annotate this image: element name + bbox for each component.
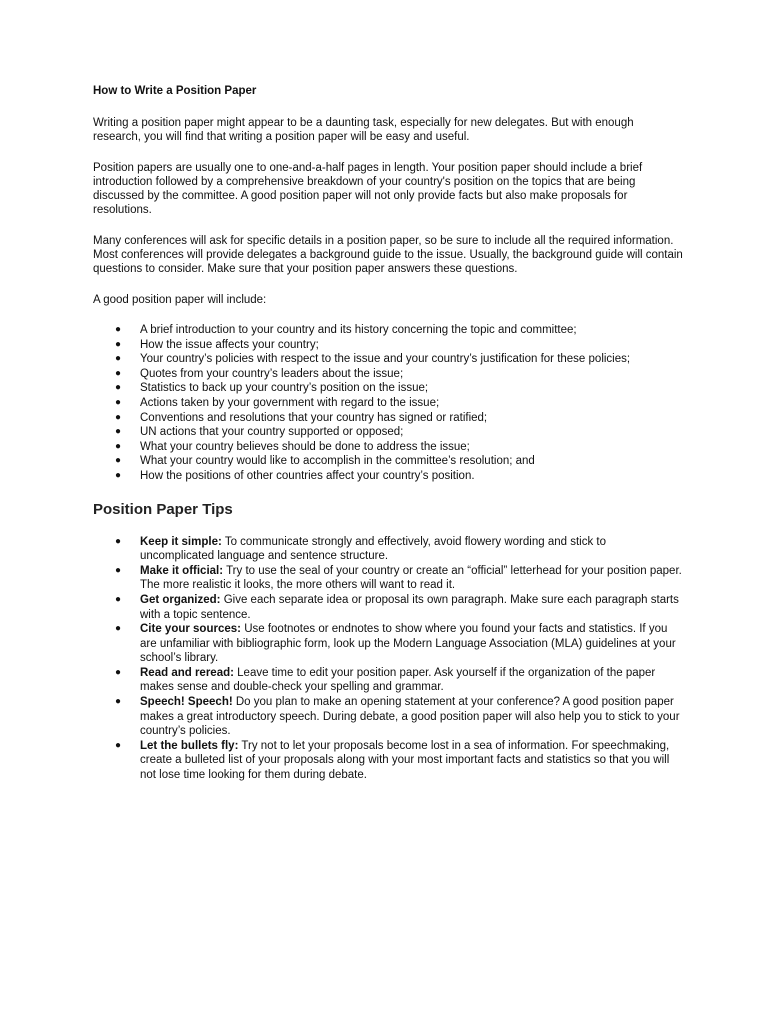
bullet-icon: ● (115, 564, 122, 576)
document-title: How to Write a Position Paper (93, 85, 257, 97)
list-item: ● Conventions and resolutions that your country has signed or ratified; (115, 411, 488, 424)
tip-text: Use footnotes or endnotes to show where you found your facts and statistics. If you are unfamiliar with bibliographic form, look up the Modern Language Association (MLA) guidelines at your school’s library. (140, 623, 676, 665)
bullet-icon: ● (115, 593, 122, 605)
tip-text: To communicate strongly and effectively, avoid flowery wording and stick to uncomplicated language and sentence structure. (140, 535, 606, 563)
tip-label: Read and reread: (140, 666, 234, 679)
bullet-icon: ● (115, 353, 122, 365)
bullet-icon: ● (115, 696, 122, 708)
tip-text: Give each separate idea or proposal its own paragraph. Make sure each paragraph starts with a topic sentence. (140, 593, 679, 621)
tip-item (93, 666, 683, 695)
tip-item (93, 593, 683, 622)
list-item: ● Quotes from your country’s leaders about the issue; (115, 367, 404, 380)
bullet-icon: ● (115, 426, 122, 438)
list-item: ● Your country’s policies with respect to the issue and your country’s justification for these policies; (115, 353, 631, 366)
bullet-icon: ● (115, 535, 122, 547)
tip-text: Try not to let your proposals become lost in a sea of information. For speechmaking, create a bulleted list of your proposals along with your most important facts and statistics so that you will not lose time looking for them during debate. (140, 739, 670, 782)
include-intro: A good position paper will include: (93, 294, 267, 306)
include-list (93, 323, 683, 484)
list-item: ● Actions taken by your government with regard to the issue; (115, 396, 440, 409)
paragraph-conferences: Many conferences will ask for specific details in a position paper, so be sure to include all the required information. Most conferences will provide delegates a background guide to the issue. Usually, the background guide will contain questions to consider. Make sure that your position paper answers these questions. (93, 235, 683, 275)
list-item: ● A brief introduction to your country and its history concerning the topic and committee; (115, 324, 577, 336)
list-item: ● Statistics to back up your country’s position on the issue; (115, 382, 429, 395)
tip-label: Get organized: (140, 593, 221, 606)
bullet-icon: ● (115, 338, 122, 350)
bullet-icon: ● (115, 739, 122, 751)
bullet-icon: ● (115, 455, 122, 467)
paragraph-length: Position papers are usually one to one-and-a-half pages in length. Your position paper should include a brief introduction followed by a comprehensive breakdown of your country's position on the topics that are being discussed by the committee. A good position paper will not only provide facts but also make proposals for resolutions. (93, 162, 643, 216)
tip-text: Leave time to edit your position paper. Ask yourself if the organization of the paper makes sense and double-check your spelling and grammar. (140, 666, 656, 694)
tips-heading: Position Paper Tips (93, 500, 233, 518)
bullet-icon: ● (115, 396, 122, 408)
paragraph-intro: Writing a position paper might appear to be a daunting task, especially for new delegates. But with enough research, you will find that writing a position paper will be easy and useful. (93, 117, 634, 143)
bullet-icon: ● (115, 440, 122, 452)
bullet-icon: ● (115, 411, 122, 423)
tip-item (93, 535, 683, 564)
list-item: ● What your country would like to accomplish in the committee’s resolution; and (115, 455, 535, 468)
tip-item (93, 695, 683, 739)
tip-label: Keep it simple: (140, 535, 222, 548)
tip-label: Let the bullets fly: (140, 739, 239, 752)
tip-item (93, 622, 683, 666)
tip-label: Make it official: (140, 564, 224, 577)
bullet-icon: ● (115, 666, 122, 678)
bullet-icon: ● (115, 367, 122, 379)
bullet-icon: ● (115, 623, 122, 635)
list-item: ● How the issue affects your country; (115, 338, 319, 351)
tip-text: Try to use the seal of your country or create an “official” letterhead for your position paper. The more realistic it looks, the more others will want to read it. (140, 564, 682, 592)
bullet-icon: ● (115, 382, 122, 394)
tip-label: Speech! Speech! (140, 696, 233, 709)
bullet-icon: ● (115, 324, 122, 335)
tip-item (93, 564, 683, 593)
bullet-icon: ● (115, 469, 122, 481)
document-body (93, 84, 683, 783)
tips-list (93, 535, 683, 783)
list-item: ● How the positions of other countries affect your country’s position. (115, 469, 475, 482)
tip-text: Do you plan to make an opening statement at your conference? A good position paper makes a great introductory speech. During debate, a good position paper will also help you to stick to your country’s policies. (140, 696, 680, 738)
list-item: ● UN actions that your country supported or opposed; (115, 426, 404, 439)
tip-item (93, 739, 683, 783)
tip-label: Cite your sources: (140, 623, 241, 636)
list-item: ● What your country believes should be done to address the issue; (115, 440, 470, 453)
